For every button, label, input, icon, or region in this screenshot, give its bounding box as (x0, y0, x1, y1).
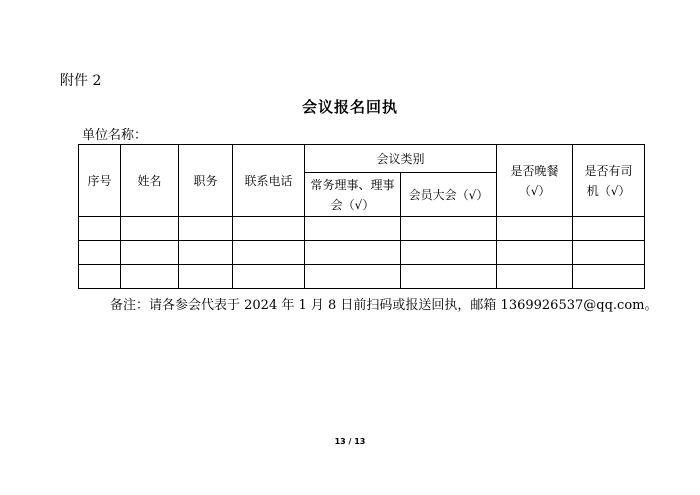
page-number: 13 / 13 (334, 437, 366, 446)
table-cell[interactable] (573, 241, 645, 265)
header-driver-line1: 是否有司 (584, 163, 633, 178)
table-cell[interactable] (179, 241, 233, 265)
table-row (79, 265, 645, 289)
header-driver-line2: 机（√） (586, 183, 631, 198)
table-cell[interactable] (179, 217, 233, 241)
header-phone: 联系电话 (233, 145, 305, 217)
header-director-line1: 常务理事、理事 (310, 177, 395, 192)
table-row (79, 217, 645, 241)
header-member: 会员大会（√） (401, 173, 497, 217)
table-cell[interactable] (79, 241, 121, 265)
table-cell[interactable] (401, 265, 497, 289)
registration-table (78, 144, 645, 289)
table-cell[interactable] (573, 217, 645, 241)
table-cell[interactable] (305, 241, 401, 265)
page-title: 会议报名回执 (301, 98, 398, 116)
table-cell[interactable] (573, 265, 645, 289)
unit-name-label: 单位名称： (82, 128, 148, 143)
table-cell[interactable] (401, 217, 497, 241)
table-cell[interactable] (179, 265, 233, 289)
header-dinner (497, 145, 573, 217)
table-cell[interactable] (233, 265, 305, 289)
table-cell[interactable] (121, 241, 179, 265)
header-dinner-line2: （√） (518, 183, 551, 198)
table-row (79, 241, 645, 265)
table-cell[interactable] (121, 217, 179, 241)
table-cell[interactable] (401, 241, 497, 265)
header-director-line2: 会（√） (330, 197, 375, 212)
table-cell[interactable] (497, 265, 573, 289)
table-cell[interactable] (305, 265, 401, 289)
header-position: 职务 (179, 145, 233, 217)
table-cell[interactable] (497, 217, 573, 241)
header-seq: 序号 (79, 145, 121, 217)
table-cell[interactable] (79, 217, 121, 241)
table-cell[interactable] (121, 265, 179, 289)
table-cell[interactable] (233, 217, 305, 241)
table-cell[interactable] (79, 265, 121, 289)
header-meeting-type: 会议类别 (305, 145, 497, 173)
attachment-label: 附件 2 (60, 73, 102, 89)
header-driver (573, 145, 645, 217)
table-cell[interactable] (497, 241, 573, 265)
header-name: 姓名 (121, 145, 179, 217)
remarks-note: 备注：请各参会代表于 2024 年 1 月 8 日前扫码或报送回执，邮箱 1369926537@qq.com。 (110, 298, 658, 313)
table-cell[interactable] (305, 217, 401, 241)
header-row-1 (79, 145, 645, 173)
table-cell[interactable] (233, 241, 305, 265)
header-dinner-line1: 是否晚餐 (510, 163, 559, 178)
header-director (305, 173, 401, 217)
